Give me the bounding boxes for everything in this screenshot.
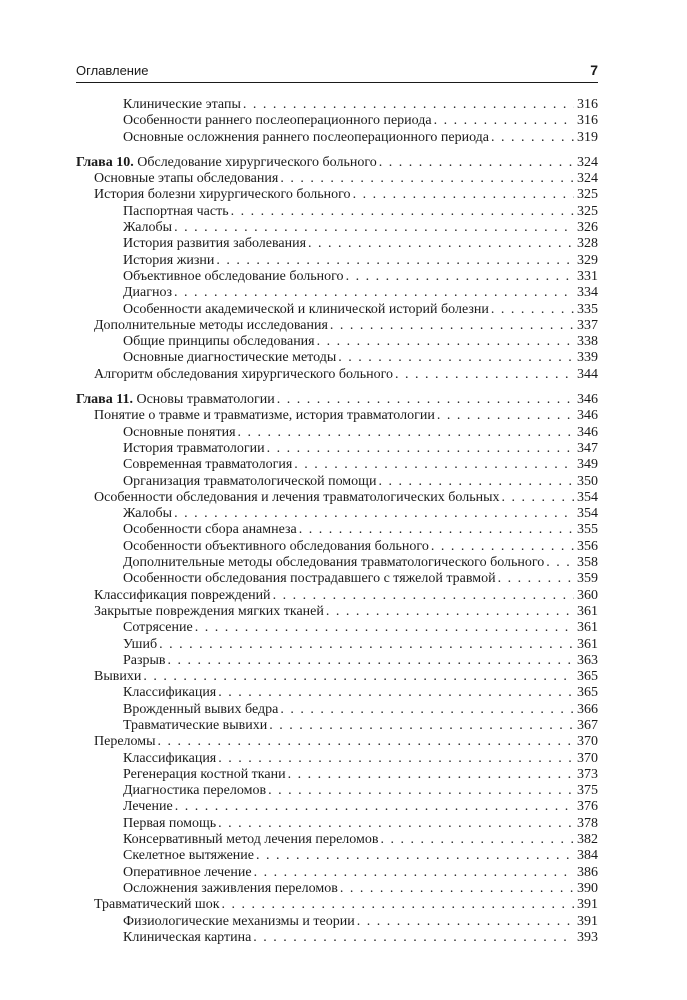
dot-leader [317, 334, 574, 350]
toc-entry-title [123, 506, 174, 522]
dot-leader [338, 350, 574, 366]
toc-entry-title [94, 588, 273, 604]
toc-entry-title [123, 914, 357, 930]
toc-entry [76, 604, 598, 620]
entry-text: Клинические этапы [123, 97, 241, 112]
toc-page-number: 331 [577, 268, 598, 284]
toc-entry-title [123, 113, 434, 129]
dot-leader [431, 539, 574, 555]
toc-entry [76, 130, 598, 146]
entry-text: Особенности раннего послеоперационного периода [123, 113, 432, 129]
toc-page-number: 373 [577, 766, 598, 782]
toc-entry-title [94, 187, 353, 203]
toc-entry-title [123, 97, 243, 113]
entry-text: Современная травматология [123, 457, 293, 473]
dot-leader [437, 408, 574, 424]
toc-page-number: 361 [577, 620, 598, 636]
toc-page-number: 324 [577, 171, 598, 187]
dot-leader [267, 441, 574, 457]
toc-entry [76, 350, 598, 366]
toc-entry [76, 97, 598, 113]
dot-leader [159, 637, 574, 653]
toc-entry [76, 620, 598, 636]
toc-entry [76, 474, 598, 490]
dot-leader [253, 930, 574, 946]
toc-entry [76, 881, 598, 897]
toc-page-number: 355 [577, 522, 598, 538]
toc-entry-title [123, 718, 269, 734]
toc-page-number: 382 [577, 832, 598, 848]
toc-entry [76, 669, 598, 685]
dot-leader [381, 832, 575, 848]
toc-entry-title [123, 637, 159, 653]
dot-leader [491, 302, 574, 318]
toc-entry-title [94, 367, 395, 383]
toc-entry [76, 588, 598, 604]
toc-entry [76, 457, 598, 473]
toc-entry-title [76, 392, 277, 408]
entry-text: Основные диагностические методы [123, 350, 337, 366]
dot-leader [216, 253, 574, 269]
toc-entry [76, 767, 598, 783]
toc-page-number: 393 [577, 929, 598, 945]
dot-leader [269, 718, 574, 734]
dot-leader [340, 881, 574, 897]
toc-entry [76, 653, 598, 669]
entry-text: Классификация [123, 685, 217, 701]
dot-leader [256, 848, 574, 864]
dot-leader [330, 318, 574, 334]
toc-entry-title [123, 350, 338, 366]
entry-text: Дополнительные методы исследования [94, 317, 328, 333]
toc-page-number: 363 [577, 652, 598, 668]
toc-page-number: 328 [577, 236, 598, 252]
entry-text: История развития заболевания [123, 236, 307, 252]
toc-entry-title [94, 604, 326, 620]
entry-text: Вывихи [94, 669, 142, 685]
entry-text: Клиническая картина [123, 929, 252, 945]
toc-entry [76, 571, 598, 587]
entry-text: Основные этапы обследования [94, 171, 279, 187]
dot-leader [143, 669, 574, 685]
dot-leader [434, 113, 574, 129]
toc-entry [76, 285, 598, 301]
toc-page-number: 319 [577, 129, 598, 145]
toc-entry-title [123, 751, 218, 767]
toc-entry-title [123, 767, 288, 783]
entry-text: Ушиб [123, 636, 158, 652]
entry-text: Понятие о травме и травматизме, история травматологии [94, 408, 435, 424]
dot-leader [546, 555, 574, 571]
entry-text: Закрытые повреждения мягких тканей [94, 603, 324, 619]
toc-page-number: 390 [577, 880, 598, 896]
toc-entry-title [94, 490, 501, 506]
toc-entry [76, 816, 598, 832]
toc-entry [76, 522, 598, 538]
entry-text: Основные осложнения раннего послеоперационного периода [123, 129, 490, 145]
entry-text: Регенерация костной ткани [123, 766, 286, 782]
dot-leader [395, 367, 574, 383]
toc-page-number: 349 [577, 457, 598, 473]
toc-entry [76, 302, 598, 318]
dot-leader [195, 620, 574, 636]
toc-entry-title [123, 799, 175, 815]
toc-page-number: 329 [577, 252, 598, 268]
toc-page-number: 326 [577, 220, 598, 236]
dot-leader [175, 799, 574, 815]
toc-page-number: 356 [577, 538, 598, 554]
toc-page-number: 376 [577, 799, 598, 815]
toc-page-number: 360 [577, 587, 598, 603]
entry-text: Особенности объективного обследования больного [123, 538, 429, 554]
entry-text: Особенности академической и клинической историй болезни [123, 301, 489, 317]
entry-text: Консервативный метод лечения переломов [123, 832, 379, 848]
toc-entry-title [123, 702, 280, 718]
chapter-label: Глава 11. [76, 392, 133, 408]
toc-entry-title [123, 832, 381, 848]
toc-page-number: 325 [577, 203, 598, 219]
toc-entry [76, 783, 598, 799]
toc-page-number: 361 [577, 603, 598, 619]
entry-text: Жалобы [123, 506, 173, 522]
toc-page-number: 334 [577, 285, 598, 301]
toc-entry-title [123, 816, 218, 832]
toc-entry-title [123, 204, 231, 220]
entry-text: Скелетное вытяжение [123, 848, 254, 864]
dot-leader [174, 220, 574, 236]
toc-page-number: 370 [577, 734, 598, 750]
toc-entry-title [123, 253, 216, 269]
toc-entry [76, 914, 598, 930]
toc-page-number: 346 [577, 408, 598, 424]
dot-leader [218, 685, 574, 701]
toc-entry [76, 425, 598, 441]
toc-entry [76, 236, 598, 252]
dot-leader [280, 171, 574, 187]
toc-page-number: 358 [577, 555, 598, 571]
toc-entry [76, 113, 598, 129]
toc-page-number: 335 [577, 301, 598, 317]
toc-page-number: 316 [577, 97, 598, 112]
toc-entry-title [123, 848, 256, 864]
dot-leader [168, 653, 574, 669]
entry-text: Особенности сбора анамнеза [123, 522, 297, 538]
entry-text: Травматический шок [94, 897, 220, 913]
toc-entry [76, 751, 598, 767]
entry-text: Особенности обследования пострадавшего с тяжелой травмой [123, 571, 496, 587]
toc-chapter-entry [76, 155, 598, 171]
entry-text: Травматические вывихи [123, 717, 268, 733]
toc-entry [76, 318, 598, 334]
entry-text: Основные понятия [123, 424, 236, 440]
entry-text: История болезни хирургического больного [94, 187, 351, 203]
dot-leader [280, 702, 574, 718]
entry-text: Дополнительные методы обследования травматологического больного [123, 555, 545, 571]
entry-text: Алгоритм обследования хирургического больного [94, 366, 394, 382]
toc-page-number: 338 [577, 334, 598, 350]
entry-text: Физиологические механизмы и теории [123, 913, 355, 929]
dot-leader [326, 604, 574, 620]
toc-page-number: 344 [577, 366, 598, 382]
entry-text: Классификация повреждений [94, 587, 271, 603]
toc-entry-title [123, 334, 317, 350]
toc-entry [76, 334, 598, 350]
toc-page-number: 365 [577, 685, 598, 701]
toc-entry-title [123, 302, 491, 318]
toc-entry [76, 490, 598, 506]
entry-text: Общие принципы обследования [123, 334, 315, 350]
toc-entry [76, 865, 598, 881]
dot-leader [218, 816, 574, 832]
dot-leader [231, 204, 574, 220]
dot-leader [299, 522, 574, 538]
entry-text: Организация травматологической помощи [123, 473, 377, 489]
dot-leader [254, 865, 574, 881]
entry-text: Сотрясение [123, 620, 193, 636]
toc-page-number: 384 [577, 848, 598, 864]
toc-entry-title [123, 783, 268, 799]
toc-entry-title [123, 285, 174, 301]
entry-text: Объективное обследование больного [123, 268, 344, 284]
toc-entry [76, 253, 598, 269]
entry-text: История травматологии [123, 440, 265, 456]
toc-page-number: 346 [577, 424, 598, 440]
toc-entry-title [123, 653, 168, 669]
toc-entry [76, 637, 598, 653]
toc-entry-title [123, 865, 254, 881]
dot-leader [379, 155, 574, 171]
dot-leader [308, 236, 574, 252]
toc-entry [76, 897, 598, 913]
toc-page-number: 361 [577, 636, 598, 652]
toc-entry [76, 408, 598, 424]
toc-entry [76, 171, 598, 187]
dot-leader [353, 187, 574, 203]
toc-entry [76, 832, 598, 848]
running-header [76, 62, 598, 83]
toc-entry-title [123, 555, 546, 571]
dot-leader [346, 269, 574, 285]
toc-entry-title [123, 457, 294, 473]
dot-leader [268, 783, 574, 799]
toc-entry-title [123, 685, 218, 701]
toc-entry-title [123, 930, 253, 946]
toc-entry-title [123, 425, 238, 441]
toc-page-number: 359 [577, 571, 598, 587]
dot-leader [277, 392, 574, 408]
toc-entry [76, 367, 598, 383]
toc-entry-title [123, 881, 340, 897]
dot-leader [294, 457, 574, 473]
dot-leader [501, 490, 574, 506]
entry-text: Первая помощь [123, 815, 217, 831]
toc-entry-title [94, 318, 330, 334]
entry-text: Оперативное лечение [123, 864, 252, 880]
toc-entry-title [94, 897, 222, 913]
toc-page-number: 316 [577, 113, 598, 129]
entry-text: Диагноз [123, 285, 173, 301]
entry-text: Лечение [123, 799, 173, 815]
toc-page-number: 370 [577, 750, 598, 766]
toc-entry [76, 555, 598, 571]
toc-entry [76, 734, 598, 750]
dot-leader [357, 914, 574, 930]
toc-page-number: 354 [577, 489, 598, 505]
dot-leader [288, 767, 574, 783]
entry-text: Врожденный вывих бедра [123, 701, 279, 717]
dot-leader [174, 506, 574, 522]
toc-chapter-entry [76, 392, 598, 408]
toc-entry [76, 702, 598, 718]
toc-page-number: 366 [577, 701, 598, 717]
dot-leader [238, 425, 574, 441]
toc-entry [76, 220, 598, 236]
toc-page-number: 391 [577, 897, 598, 913]
toc-page-number: 347 [577, 440, 598, 456]
toc-entry-title [123, 130, 491, 146]
entry-text: Переломы [94, 734, 156, 750]
page-number: 7 [590, 62, 598, 78]
toc-entry-title [123, 522, 299, 538]
entry-text: Паспортная часть [123, 203, 229, 219]
toc-page-number: 386 [577, 864, 598, 880]
dot-leader [378, 474, 574, 490]
dot-leader [498, 571, 574, 587]
toc-page-number: 378 [577, 815, 598, 831]
toc-entry-title [94, 669, 143, 685]
toc-entry-title [123, 220, 174, 236]
dot-leader [174, 285, 574, 301]
entry-text: Осложнения заживления переломов [123, 880, 338, 896]
toc-page-number: 367 [577, 717, 598, 733]
toc-entry [76, 506, 598, 522]
toc-entry-title [123, 539, 431, 555]
toc-page-number: 350 [577, 473, 598, 489]
toc-entry [76, 718, 598, 734]
table-of-contents [76, 97, 598, 946]
toc-entry-title [123, 474, 378, 490]
toc-entry-title [76, 155, 379, 171]
dot-leader [491, 130, 574, 146]
entry-text: Особенности обследования и лечения травматологических больных [94, 489, 500, 505]
dot-leader [222, 897, 574, 913]
toc-page-number: 337 [577, 317, 598, 333]
entry-text: Жалобы [123, 220, 173, 236]
toc-entry-title [123, 620, 195, 636]
entry-text: Основы травматологии [136, 392, 275, 408]
toc-page-number: 346 [577, 392, 598, 408]
toc-page-number: 354 [577, 506, 598, 522]
toc-page-number: 324 [577, 154, 598, 170]
entry-text: Диагностика переломов [123, 783, 267, 799]
dot-leader [273, 588, 574, 604]
toc-page-number: 325 [577, 187, 598, 203]
toc-page-number: 339 [577, 350, 598, 366]
dot-leader [158, 734, 574, 750]
toc-entry [76, 930, 598, 946]
dot-leader [243, 97, 574, 113]
toc-page-number: 391 [577, 913, 598, 929]
entry-text: Разрыв [123, 652, 166, 668]
header-title: Оглавление [76, 63, 149, 78]
dot-leader [218, 751, 574, 767]
toc-entry-title [123, 571, 498, 587]
toc-entry [76, 539, 598, 555]
chapter-label: Глава 10. [76, 154, 134, 170]
entry-text: Классификация [123, 750, 217, 766]
toc-entry [76, 685, 598, 701]
toc-entry [76, 204, 598, 220]
toc-entry [76, 187, 598, 203]
entry-text: История жизни [123, 252, 215, 268]
toc-entry [76, 848, 598, 864]
toc-entry [76, 269, 598, 285]
toc-entry [76, 441, 598, 457]
toc-entry-title [123, 269, 346, 285]
entry-text: Обследование хирургического больного [137, 154, 377, 170]
toc-entry-title [94, 171, 280, 187]
toc-entry-title [94, 408, 437, 424]
toc-page-number: 365 [577, 669, 598, 685]
toc-entry-title [94, 734, 158, 750]
toc-entry [76, 799, 598, 815]
toc-entry-title [123, 236, 308, 252]
toc-page-number: 375 [577, 783, 598, 799]
toc-entry-title [123, 441, 267, 457]
